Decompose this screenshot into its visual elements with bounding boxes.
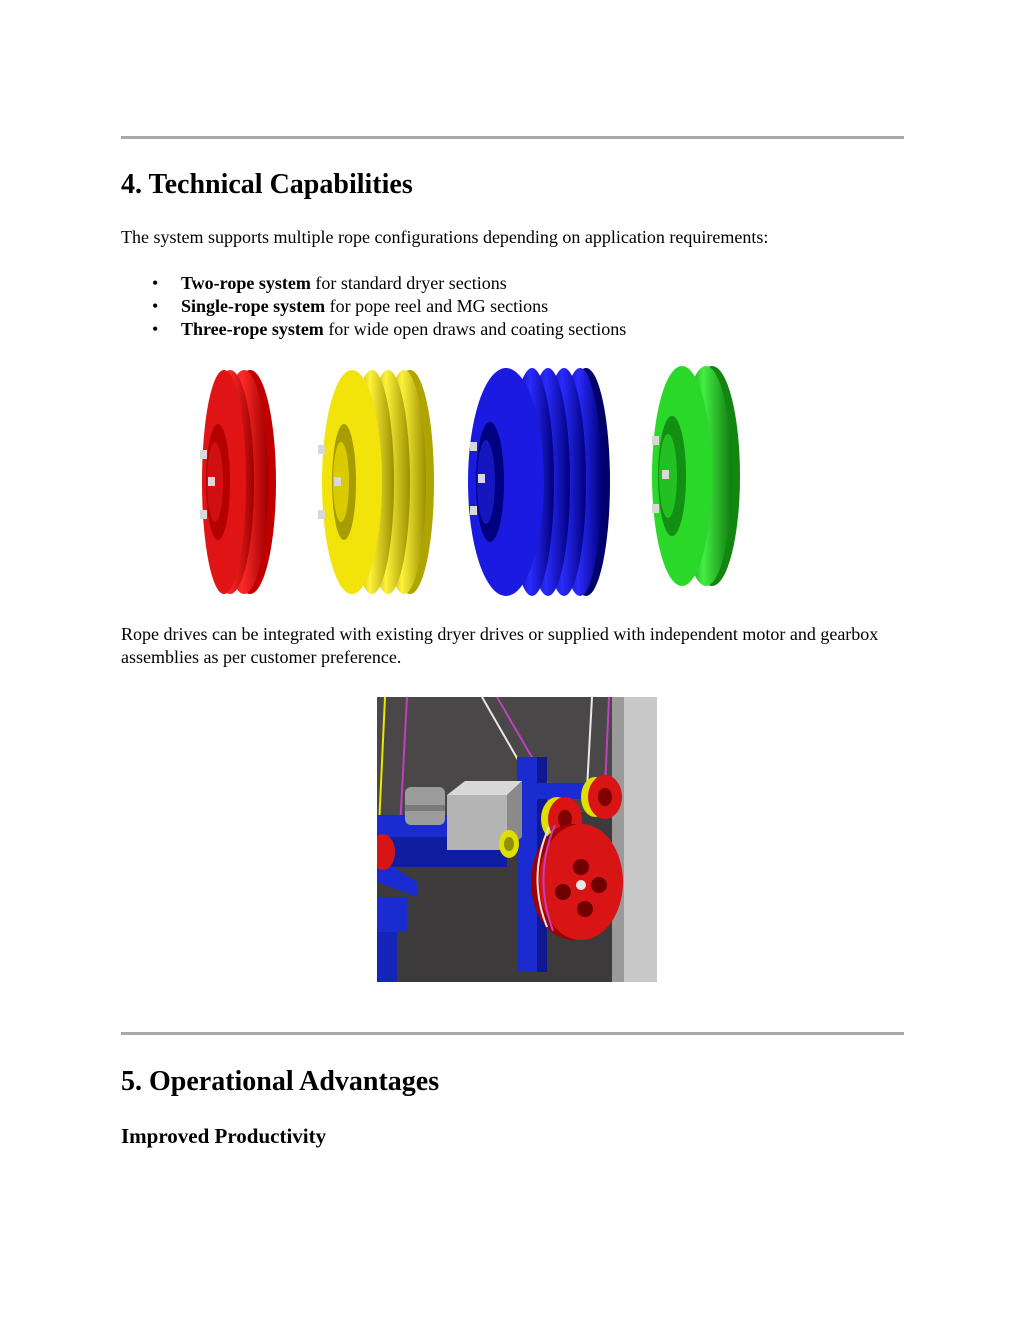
list-item-text: for wide open draws and coating sections (323, 319, 627, 339)
two-groove-sheave (200, 370, 276, 594)
rope-drive-assembly-image (377, 697, 657, 982)
list-item-term: Three-rope system (181, 319, 324, 339)
section-4-intro: The system supports multiple rope configurations depending on application requirements: (121, 227, 769, 247)
sheaves-figure (190, 360, 750, 605)
section-4-heading: 4. Technical Capabilities (121, 169, 413, 200)
list-item-term: Two-rope system (181, 273, 311, 293)
integration-paragraph: Rope drives can be integrated with existing dryer drives or supplied with independent motor and gearbox assemblies as per customer preference. (121, 624, 879, 667)
four-groove-sheave (468, 368, 610, 596)
list-item-term: Single-rope system (181, 296, 326, 316)
bullet-dot-icon: • (152, 296, 159, 316)
bullet-dot-icon: • (152, 319, 159, 339)
list-item-text: for standard dryer sections (310, 273, 507, 293)
top-divider (121, 136, 904, 139)
section-5-heading: 5. Operational Advantages (121, 1066, 440, 1097)
list-item-text: for pope reel and MG sections (325, 296, 549, 316)
single-groove-sheave (652, 366, 740, 586)
list-item (121, 318, 626, 341)
list-item (121, 295, 626, 318)
bullet-dot-icon: • (152, 273, 159, 293)
section-divider (121, 1032, 904, 1035)
three-groove-sheave (318, 370, 434, 594)
rope-config-list (121, 272, 626, 341)
improved-productivity-heading: Improved Productivity (121, 1124, 327, 1148)
list-item (121, 272, 626, 295)
